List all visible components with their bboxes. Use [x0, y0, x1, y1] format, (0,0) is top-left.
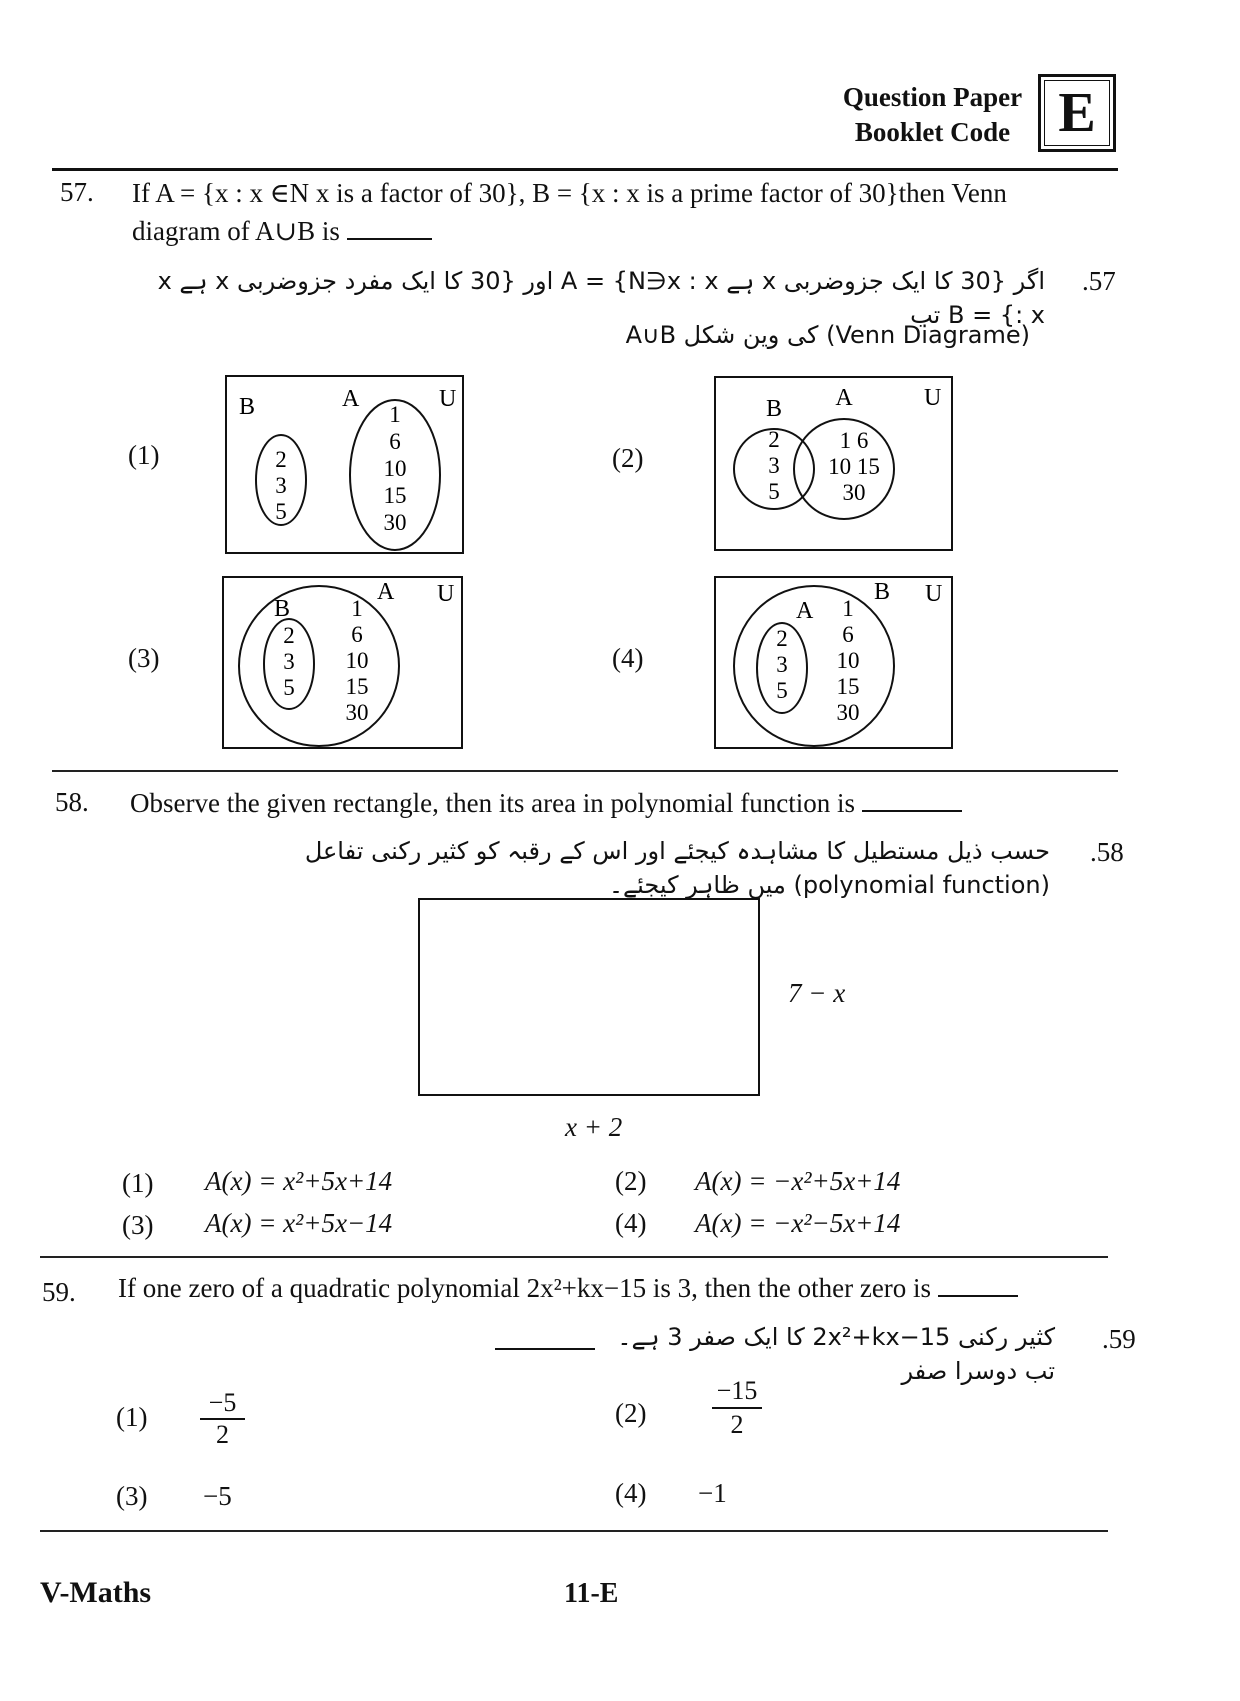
- b-item: 2: [275, 447, 287, 472]
- q57-option-2-label: (2): [612, 443, 644, 473]
- set-b-label: B: [874, 579, 891, 605]
- q57-answer-blank: [347, 238, 432, 240]
- q58-option-4-label: (4): [615, 1208, 647, 1238]
- b-item: 2: [776, 626, 788, 651]
- b-item: 3: [275, 473, 287, 498]
- q57-text-line2: [132, 214, 432, 248]
- q57-option-4-venn: [714, 576, 954, 750]
- set-b-label: B: [274, 596, 291, 622]
- q58-option-4-text: A(x) = −x²−5x+14: [695, 1208, 901, 1238]
- a-item: 30: [383, 510, 407, 535]
- universal-label: U: [437, 581, 455, 607]
- a-item: 30: [836, 700, 860, 725]
- q58-option-2-text: A(x) = −x²+5x+14: [695, 1166, 901, 1196]
- fraction-numerator: −5: [200, 1388, 245, 1420]
- header-title-line1: Question Paper: [842, 82, 1023, 112]
- q59-number: 59.: [42, 1277, 76, 1307]
- a-item: 6: [351, 622, 363, 647]
- q59-option-4-label: (4): [615, 1478, 647, 1508]
- q59-urdu-line: [495, 1320, 1055, 1385]
- b-item: 5: [776, 678, 788, 703]
- q57-number: 57.: [60, 177, 94, 207]
- q57-option-1-label: (1): [128, 440, 160, 470]
- b-item: 3: [768, 453, 780, 478]
- q59-option-2-fraction: [712, 1375, 762, 1441]
- q57-option-3-venn: [222, 576, 464, 750]
- b-item: 2: [283, 623, 295, 648]
- a-item: 6: [842, 622, 854, 647]
- set-a-label: A: [835, 385, 853, 411]
- b-item: 3: [283, 649, 295, 674]
- a-item: 10: [836, 648, 860, 673]
- q57-option-1-venn: [225, 375, 465, 555]
- set-a-circle: [239, 586, 399, 746]
- fraction-denominator: 2: [216, 1420, 229, 1449]
- universal-set-box: [223, 577, 462, 748]
- rectangle-figure: [418, 898, 760, 1096]
- q57-urdu-line2: (Venn Diagrame) کی وین شکل A∪B: [625, 321, 1030, 349]
- q58-option-1-label: (1): [122, 1168, 154, 1198]
- universal-set-box: [715, 577, 952, 748]
- q58-text-label: Observe the given rectangle, then its area in polynomial function is: [130, 788, 856, 818]
- q59-text: [118, 1271, 1018, 1305]
- a-item: 10: [345, 648, 369, 673]
- q59-option-1-fraction: [200, 1388, 245, 1450]
- b-item: 5: [275, 499, 287, 524]
- q59-option-3-text: −5: [203, 1481, 232, 1511]
- q59-urdu-answer-blank: [495, 1348, 595, 1350]
- a-item: 1: [389, 402, 401, 427]
- a-item: 15: [836, 674, 860, 699]
- a-item: 6: [389, 429, 401, 454]
- set-b-label: B: [239, 394, 256, 420]
- universal-label: U: [925, 581, 943, 607]
- rectangle-side-label: 7 − x: [788, 978, 846, 1008]
- q57-divider: [52, 770, 1118, 772]
- a-item: 1: [351, 596, 363, 621]
- q57-option-2-venn: [714, 376, 954, 552]
- a-item: 10 15: [828, 454, 880, 479]
- q57-text-line2-label: diagram of A∪B is: [132, 216, 340, 246]
- q59-divider: [40, 1530, 1108, 1532]
- rectangle-bottom-label: x + 2: [565, 1112, 623, 1142]
- universal-label: U: [439, 386, 457, 412]
- a-item: 30: [345, 700, 369, 725]
- a-item: 15: [345, 674, 369, 699]
- q57-urdu-number: .57: [1082, 266, 1116, 296]
- q57-text-line1: If A = {x : x ∈N x is a factor of 30}, B = {x : x is a prime factor of 30}then Venn: [132, 178, 1007, 208]
- q58-number: 58.: [55, 787, 89, 817]
- universal-label: U: [924, 385, 942, 411]
- fraction-denominator: 2: [730, 1410, 744, 1439]
- q59-option-4-text: −1: [698, 1478, 727, 1508]
- booklet-code-box: [1038, 74, 1116, 152]
- q58-option-3-text: A(x) = x²+5x−14: [205, 1208, 393, 1238]
- b-item: 3: [776, 652, 788, 677]
- b-item: 5: [283, 675, 295, 700]
- q58-option-2-label: (2): [615, 1166, 647, 1196]
- a-item: 15: [383, 483, 407, 508]
- booklet-code-title: [835, 80, 1030, 150]
- a-item: 10: [383, 456, 407, 481]
- q59-text-label: If one zero of a quadratic polynomial 2x²+kx−15 is 3, then the other zero is: [118, 1273, 932, 1303]
- q58-urdu-number: .58: [1090, 837, 1124, 867]
- q58-text: [130, 786, 962, 820]
- q58-urdu-text: حسب ذیل مستطیل کا مشاہدہ کیجئے اور اس کے رقبہ کو کثیر رکنی تفاعل (polynomial function) میں ظاہر کیجئے۔: [304, 837, 1050, 899]
- set-a-label: A: [377, 579, 395, 605]
- q57-option-3-label: (3): [128, 643, 160, 673]
- header-divider: [52, 168, 1118, 171]
- q59-option-1-label: (1): [116, 1402, 148, 1432]
- set-a-label: A: [796, 598, 814, 624]
- header-title-line2: Booklet Code: [854, 117, 1011, 147]
- footer-page-number: 11-E: [564, 1578, 619, 1609]
- q59-option-2-label: (2): [615, 1398, 647, 1428]
- q59-urdu-number: .59: [1102, 1324, 1136, 1354]
- q57-urdu-line1: اگر {30 کا ایک جزوضربی x ہے N∋x : x} = A اور {30 کا ایک مفرد جزوضربی x ہے x : x} = B تب: [157, 267, 1045, 329]
- q57-option-4-label: (4): [612, 643, 644, 673]
- a-item: 1 6: [839, 428, 869, 453]
- booklet-code: E: [1058, 82, 1096, 144]
- q59-answer-blank: [938, 1295, 1018, 1297]
- fraction-numerator: −15: [712, 1375, 762, 1409]
- footer-subject: V-Maths: [40, 1576, 152, 1609]
- q58-option-1-text: A(x) = x²+5x+14: [205, 1166, 393, 1196]
- set-b-label: B: [766, 396, 783, 422]
- b-item: 5: [768, 479, 780, 504]
- b-item: 2: [768, 427, 780, 452]
- q58-answer-blank: [862, 810, 962, 812]
- q59-option-3-label: (3): [116, 1481, 148, 1511]
- q59-urdu-text: کثیر رکنی 2x²+kx−15 کا ایک صفر 3 ہے۔ تب دوسرا صفر: [617, 1323, 1055, 1385]
- q58-option-3-label: (3): [122, 1210, 154, 1240]
- a-item: 1: [842, 596, 854, 621]
- a-item: 30: [842, 480, 866, 505]
- q58-divider: [40, 1256, 1108, 1258]
- set-a-label: A: [342, 386, 360, 412]
